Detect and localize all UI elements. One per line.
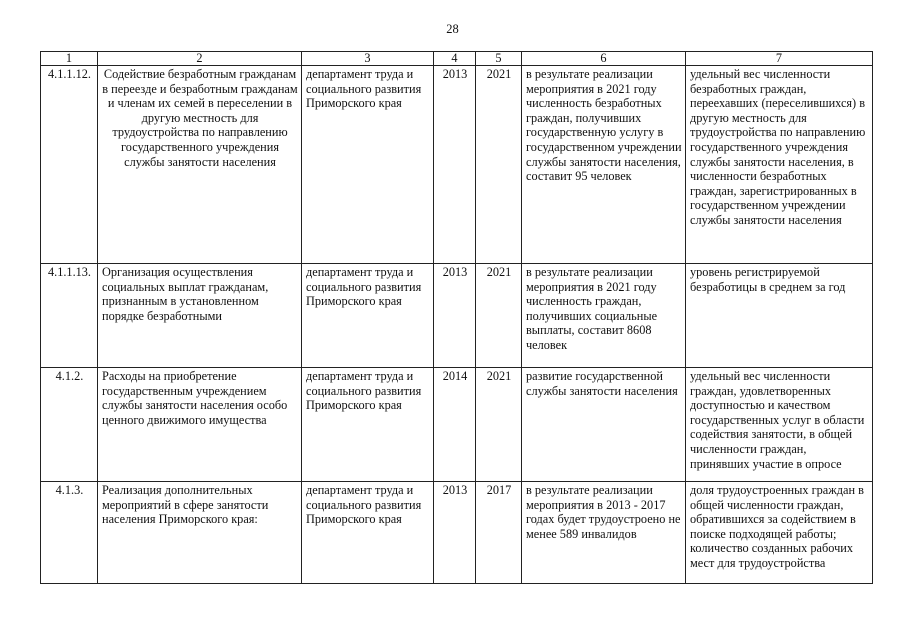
column-header: 7: [686, 52, 873, 66]
indicator: уровень регистрируемой безработицы в среднем за год: [686, 264, 873, 368]
expected-result: развитие государственной службы занятости населения: [522, 368, 686, 482]
executor: департамент труда и социального развития Приморского края: [302, 264, 434, 368]
end-year: 2021: [476, 264, 522, 368]
header-row: [41, 52, 873, 66]
item-number: 4.1.1.12.: [41, 66, 98, 264]
table-row: [41, 66, 873, 264]
table-row: [41, 368, 873, 482]
item-number: 4.1.3.: [41, 482, 98, 584]
measure-name: Содействие безработным гражданам в переезде и безработным гражданам и членам их семей в переселении в другую местность для трудоустройства по направлению государственного учреждения службы занятости населения: [98, 66, 302, 264]
measures-table: [40, 51, 873, 584]
measure-name: Расходы на приобретение государственным учреждением службы занятости населения особо ценного движимого имущества: [98, 368, 302, 482]
column-header: 3: [302, 52, 434, 66]
measure-name: Реализация дополнительных мероприятий в сфере занятости населения Приморского края:: [98, 482, 302, 584]
column-header: 1: [41, 52, 98, 66]
expected-result: в результате реализации мероприятия в 2021 году численность безработных граждан, получивших государственную услугу в государственном учреждении службы занятости населения, составит 95 человек: [522, 66, 686, 264]
expected-result: в результате реализации мероприятия в 2013 - 2017 годах будет трудоустроено не менее 589 инвалидов: [522, 482, 686, 584]
start-year: 2013: [434, 264, 476, 368]
item-number: 4.1.1.13.: [41, 264, 98, 368]
executor: департамент труда и социального развития Приморского края: [302, 66, 434, 264]
table-row: [41, 264, 873, 368]
item-number: 4.1.2.: [41, 368, 98, 482]
table-row: [41, 482, 873, 584]
column-header: 6: [522, 52, 686, 66]
start-year: 2013: [434, 482, 476, 584]
indicator: удельный вес численности граждан, удовлетворенных доступностью и качеством государственных услуг в области содействия занятости, в общей численности граждан, принявших участие в опросе: [686, 368, 873, 482]
indicator: удельный вес численности безработных граждан, переехавших (переселившихся) в другую местность для трудоустройства по направлению государственного учреждения службы занятости населения, в численности безработных граждан, зарегистрированных в государственном учреждении службы занятости населения: [686, 66, 873, 264]
column-header: 2: [98, 52, 302, 66]
column-header: 4: [434, 52, 476, 66]
end-year: 2017: [476, 482, 522, 584]
end-year: 2021: [476, 368, 522, 482]
indicator: доля трудоустроенных граждан в общей численности граждан, обратившихся за содействием в поиске подходящей работы; количество созданных рабочих мест для трудоустройства: [686, 482, 873, 584]
measure-name: Организация осуществления социальных выплат гражданам, признанным в установленном порядке безработными: [98, 264, 302, 368]
end-year: 2021: [476, 66, 522, 264]
start-year: 2014: [434, 368, 476, 482]
start-year: 2013: [434, 66, 476, 264]
executor: департамент труда и социального развития Приморского края: [302, 482, 434, 584]
column-header: 5: [476, 52, 522, 66]
executor: департамент труда и социального развития Приморского края: [302, 368, 434, 482]
expected-result: в результате реализации мероприятия в 2021 году численность граждан, получивших социальные выплаты, составит 8608 человек: [522, 264, 686, 368]
page-number: 28: [446, 22, 459, 36]
